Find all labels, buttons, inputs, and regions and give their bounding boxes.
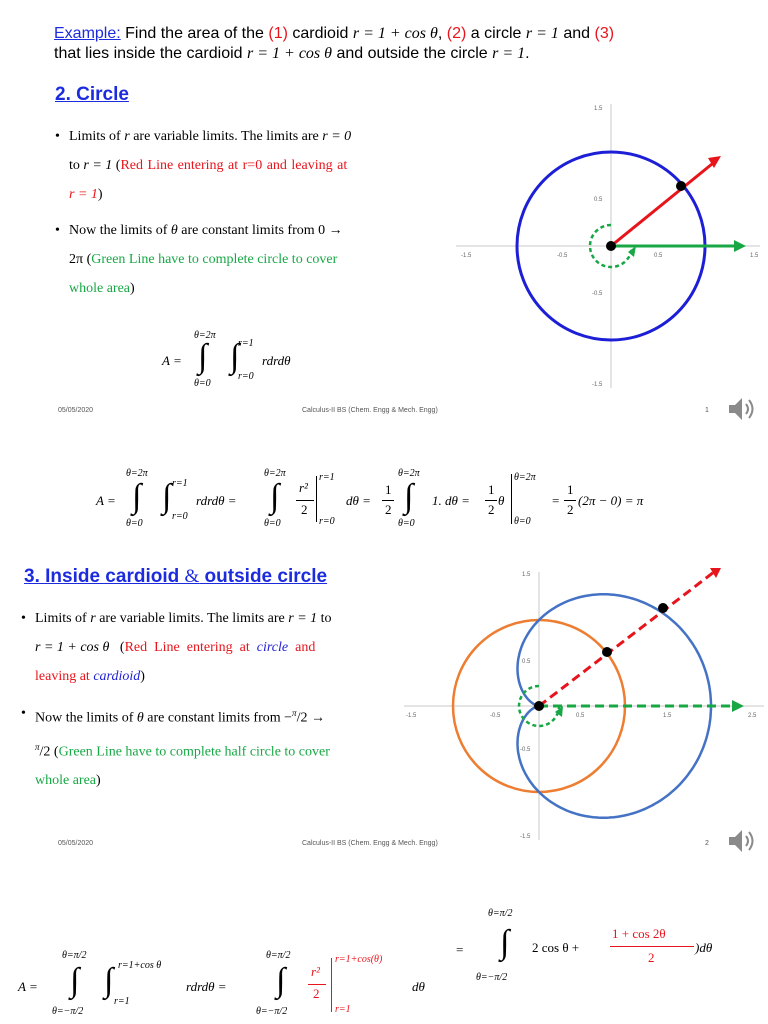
integral-sign: ∫ [270,478,280,515]
cardioid-chart-svg [404,568,768,846]
intersection-point [676,181,686,191]
section-2-bullet-1 [55,122,419,209]
eval-bottom: θ=0 [514,516,531,527]
eval-top: θ=2π [514,472,536,483]
tick-label: 2.5 [748,713,757,719]
sweep-arrowhead [628,246,636,257]
cardioid-intersection [658,603,668,613]
intro-text: . [525,45,530,62]
denominator: 2 [488,502,495,517]
tick-label: 0.5 [522,659,531,665]
item-number: (1) [268,25,288,42]
circle-intersection [602,647,612,657]
limit-bottom: θ=0 [126,518,143,529]
intro-problem [54,24,754,64]
pi: π [35,741,40,752]
numerator: 1 [567,482,574,497]
numerator: r² [299,480,308,495]
numerator: 1 [385,482,392,497]
tick-label: -1.5 [406,713,417,719]
lhs: A = [162,353,182,368]
limit-top: θ=π/2 [488,908,513,919]
footer-course: Calculus-II BS (Chem. Engg & Mech. Engg) [302,407,438,414]
bullet-dot: • [21,611,26,626]
numerator: r² [311,964,320,979]
equals: = [552,493,560,508]
item-number: (3) [594,25,615,42]
integral-sign: ∫ [70,962,80,999]
text: to [69,158,84,173]
red-note: Red Line entering at r=0 and leaving at [120,158,348,173]
section-3-bullet-1 [21,604,397,691]
text: to [317,611,332,626]
limit-top: θ=2π [398,468,420,479]
bullet-dot: • [55,223,60,238]
circle-equation: r = 1 [525,25,559,42]
integrand: rdrdθ = [186,979,227,994]
cardioid-equation: r = 1 + cos θ [352,25,438,42]
speaker-icon[interactable] [727,394,757,424]
text: Now the limits of [35,710,137,726]
cardioid-chart [404,568,768,846]
footer-date: 05/05/2020 [58,840,94,847]
integrand: rdrdθ [262,353,291,368]
denominator: 2 [648,950,655,965]
integral-sign: ∫ [198,338,208,375]
lhs: A = [18,979,38,994]
speaker-icon-svg [727,826,757,856]
result: (2π − 0) = π [578,493,644,508]
text: ) [130,281,135,296]
intro-text: a circle [466,25,526,42]
origin-point [534,701,544,711]
limit-top: r=1 [238,338,254,349]
integral-sign: ∫ [276,962,286,999]
speaker-icon[interactable] [727,826,757,856]
integral-sign: ∫ [230,338,240,375]
green-note: whole area [69,281,131,296]
denominator: 2 [385,502,392,517]
text: ) [97,187,103,202]
fraction-bar [308,984,326,985]
denominator: 2 [301,502,308,517]
fraction-bar [564,500,576,501]
limit-bottom: θ=0 [194,378,211,389]
limit-top: r=1+cos θ [118,960,162,971]
circle-area-derivation [96,468,696,538]
text: ) [96,773,101,789]
circle-chart [456,100,766,392]
limit-bottom: θ=−π/2 [256,1006,288,1017]
fraction-bar [382,500,394,501]
numerator: 1 + cos 2θ [612,926,666,941]
speaker-icon-svg [727,394,757,424]
var: θ [136,710,144,726]
cardioid-word: cardioid [93,669,141,684]
text: are constant limits from 0 → [177,223,343,238]
tick-label: -1.5 [520,834,531,840]
var: θ [170,223,178,238]
eq: r = 1 + cos θ [35,640,110,655]
text: ( [112,158,121,173]
limit-top: θ=2π [194,330,216,341]
intro-text: and [558,25,595,42]
title-text: outside circle [199,566,328,587]
eval-bottom: r=1 [335,1004,351,1015]
green-note: Green Line have to complete half circle to cover [58,744,330,760]
integrand: 1. dθ = [432,493,470,508]
limit-bottom: r=1 [114,996,130,1007]
example-label: Example: [54,25,121,42]
circle-chart-svg [456,100,766,392]
eval-bar [316,476,317,522]
differential: dθ = [346,493,371,508]
numerator: 1 [488,482,495,497]
tick-label: 1.5 [750,253,759,259]
green-arrowhead [732,700,744,712]
intro-text: and outside the circle [332,45,493,62]
text: Now the limits of [69,223,171,238]
text: Limits of [35,611,91,626]
title-amp: & [184,566,200,587]
intro-text: Find the area of the [120,25,269,42]
green-arrowhead [734,240,746,252]
bullet-dot: • [21,706,26,721]
intro-line-2 [54,44,754,64]
var: r [124,129,130,144]
tick-label: 1.5 [594,106,603,112]
section-3-title [24,566,327,588]
section-2-formula [162,330,362,390]
intro-line-1 [54,24,754,44]
bullet-dot: • [55,129,60,144]
limit-bottom: r=0 [172,511,188,522]
eval-bar [511,474,512,524]
section-2-bullet-2 [55,216,419,303]
integral-sign: ∫ [500,924,510,961]
text: /2 ( [39,744,59,760]
eval-bar [331,958,332,1012]
integrand: rdrdθ = [196,493,237,508]
limit-top: θ=π/2 [62,950,87,961]
equals: = [456,942,464,957]
integral-sign: ∫ [132,478,142,515]
eval-bottom: r=0 [319,516,335,527]
differential: )dθ [695,940,713,955]
text: are variable limits. The limits are [129,129,323,144]
tick-label: 0.5 [594,197,603,203]
limit-bottom: θ=−π/2 [476,972,508,983]
red-note: r = 1 [69,187,98,202]
circle-equation: r = 1 [492,45,526,62]
tick-label: -0.5 [592,291,603,297]
eq: r = 0 [322,129,352,144]
text: /2 → [296,710,325,726]
title-text: 3. Inside cardioid [24,566,185,587]
intro-text: , [437,25,447,42]
limit-bottom: r=0 [238,371,254,382]
origin-point [606,241,616,251]
integral-sign: ∫ [404,478,414,515]
limit-top: θ=π/2 [266,950,291,961]
text: ) [140,669,145,684]
differential: dθ [412,979,425,994]
text: 2π ( [69,252,92,267]
text: ( [109,640,125,655]
item-number: (2) [446,25,467,42]
eq: r = 1 [288,611,318,626]
pi: π [292,708,297,718]
tick-label: 0.5 [576,713,585,719]
green-note: whole area [35,773,97,789]
tick-label: 1.5 [522,572,531,578]
tick-label: -1.5 [461,253,472,259]
tick-label: -0.5 [557,253,568,259]
limit-top: θ=2π [126,468,148,479]
fraction-bar [296,500,314,501]
green-note: Green Line have to complete circle to cover [91,252,338,267]
section-3-bullet-2 [21,699,397,795]
tick-label: -1.5 [592,382,603,388]
red-note: leaving at [35,669,94,684]
footer-course: Calculus-II BS (Chem. Engg & Mech. Engg) [302,840,438,847]
fraction-bar [610,946,694,947]
text: are constant limits from − [143,710,293,726]
integral-sign: ∫ [162,478,172,515]
tick-label: 0.5 [654,253,663,259]
limit-top: r=1 [172,478,188,489]
denominator: 2 [567,502,574,517]
limit-bottom: θ=0 [264,518,281,529]
tick-label: -0.5 [490,713,501,719]
text: Limits of [69,129,125,144]
footer-date: 05/05/2020 [58,407,94,414]
circle-word: circle [256,640,289,655]
intro-text: cardioid [287,25,353,42]
eval-top: r=1+cos(θ) [335,954,383,965]
tick-label: 1.5 [663,713,672,719]
theta: θ [498,493,505,508]
integral-sign: ∫ [104,962,114,999]
eval-top: r=1 [319,472,335,483]
var: r [90,611,96,626]
limit-top: θ=2π [264,468,286,479]
term: 2 cos θ + [532,940,580,955]
intro-text: that lies inside the cardioid [54,45,247,62]
red-note: and [288,640,316,655]
limit-bottom: θ=−π/2 [52,1006,84,1017]
text: are variable limits. The limits are [95,611,289,626]
section-2-title: 2. Circle [55,84,129,105]
lhs: A = [96,493,116,508]
denominator: 2 [313,986,320,1001]
footer-page: 1 [705,407,709,414]
footer-page: 2 [705,840,709,847]
cardioid-equation: r = 1 + cos θ [247,45,333,62]
tick-label: -0.5 [520,747,531,753]
eq: r = 1 [83,158,113,173]
limit-bottom: θ=0 [398,518,415,529]
red-note: Red Line entering at [124,640,257,655]
cardioid-area-formula [18,904,758,1022]
fraction-bar [485,500,497,501]
